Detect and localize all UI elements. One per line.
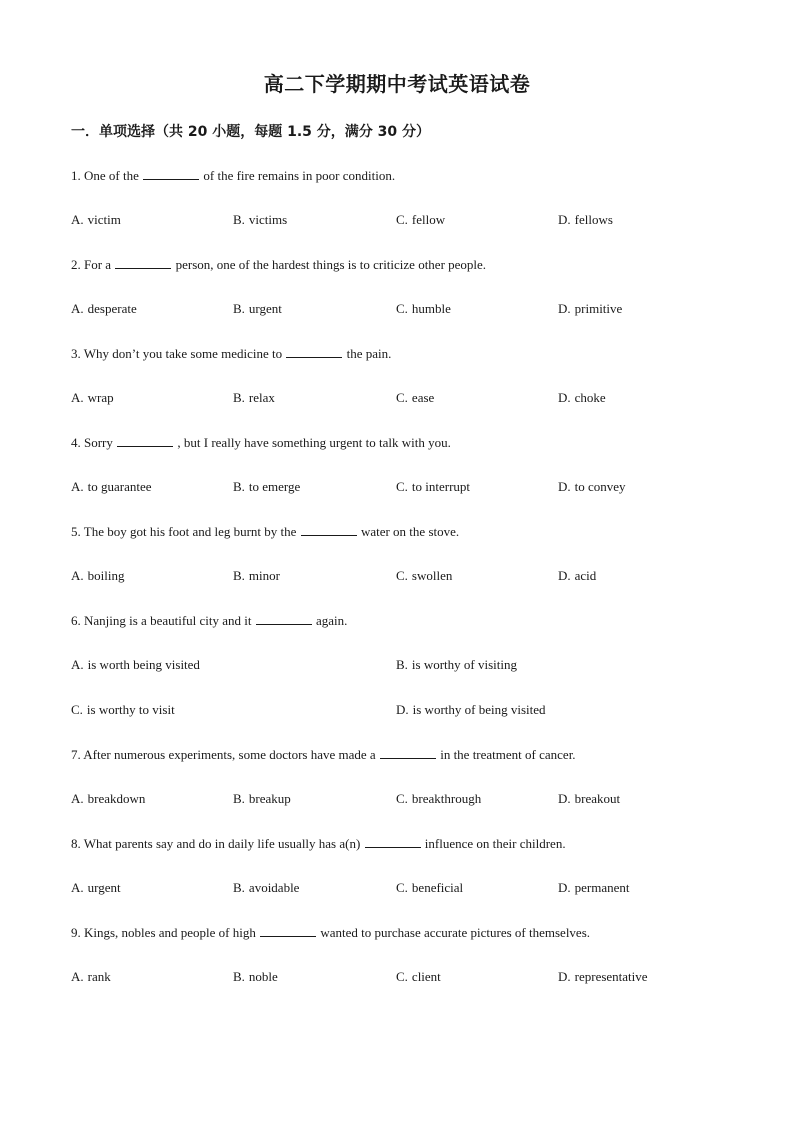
option-label: C. [396, 880, 408, 895]
question-text-before: For a [84, 257, 112, 272]
answer-option[interactable] [71, 390, 114, 406]
option-label: D. [558, 568, 571, 583]
option-text: to emerge [248, 479, 301, 494]
question-text-before: One of the [84, 168, 139, 183]
option-label: C. [396, 791, 408, 806]
answer-option[interactable] [396, 390, 434, 406]
answer-option[interactable] [233, 301, 282, 317]
option-label: B. [233, 880, 245, 895]
option-text: wrap [87, 390, 114, 405]
answer-option[interactable] [233, 969, 278, 985]
answer-option[interactable] [558, 568, 596, 584]
answer-blank[interactable] [256, 613, 312, 625]
option-label: D. [558, 301, 571, 316]
answer-option[interactable] [558, 791, 620, 807]
section-heading: 一．单项选择（共 20 小题，每题 1.5 分，满分 30 分） [71, 124, 431, 140]
question-text-before: Kings, nobles and people of high [84, 925, 256, 940]
answer-option[interactable] [558, 479, 626, 495]
answer-option[interactable] [233, 212, 287, 228]
option-label: A. [71, 969, 84, 984]
question-text-before: After numerous experiments, some doctors have made a [83, 747, 376, 762]
option-text: beneficial [411, 880, 464, 895]
option-label: C. [396, 301, 408, 316]
question-text-after: the pain. [346, 346, 392, 361]
question-stem [71, 836, 566, 852]
answer-blank[interactable] [143, 168, 199, 180]
option-text: noble [248, 969, 278, 984]
option-text: is worthy to visit [86, 702, 175, 717]
answer-option[interactable] [558, 301, 622, 317]
answer-option[interactable] [558, 880, 630, 896]
question-stem [71, 435, 451, 451]
question-text-after: again. [316, 613, 348, 628]
answer-option[interactable] [396, 568, 452, 584]
answer-option[interactable] [396, 479, 470, 495]
option-text: choke [574, 390, 606, 405]
question-stem [71, 747, 576, 763]
option-text: acid [574, 568, 597, 583]
option-text: is worthy of visiting [411, 657, 518, 672]
option-label: C. [396, 212, 408, 227]
option-label: A. [71, 390, 84, 405]
answer-option[interactable] [233, 568, 280, 584]
option-label: B. [233, 212, 245, 227]
question-number: 2. [71, 257, 81, 272]
answer-option[interactable] [71, 479, 152, 495]
option-label: C. [396, 969, 408, 984]
option-label: B. [233, 301, 245, 316]
question-stem [71, 257, 486, 273]
option-text: permanent [574, 880, 630, 895]
answer-blank[interactable] [365, 836, 421, 848]
answer-blank[interactable] [115, 257, 171, 269]
question-number: 8. [71, 836, 81, 851]
question-text-after: wanted to purchase accurate pictures of themselves. [320, 925, 591, 940]
answer-option[interactable] [71, 301, 137, 317]
option-text: to convey [574, 479, 626, 494]
answer-option[interactable] [396, 880, 463, 896]
option-label: B. [233, 791, 245, 806]
option-text: ease [411, 390, 435, 405]
option-text: to guarantee [87, 479, 152, 494]
option-text: representative [574, 969, 648, 984]
option-label: A. [71, 657, 84, 672]
option-label: A. [71, 791, 84, 806]
answer-blank[interactable] [380, 747, 436, 759]
option-text: humble [411, 301, 451, 316]
option-text: urgent [248, 301, 282, 316]
option-label: B. [233, 568, 245, 583]
option-label: B. [396, 657, 408, 672]
question-text-after: , but I really have something urgent to talk with you. [177, 435, 451, 450]
answer-option[interactable] [71, 568, 124, 584]
option-label: C. [71, 702, 83, 717]
option-label: B. [233, 969, 245, 984]
question-text-after: of the fire remains in poor condition. [203, 168, 396, 183]
option-label: D. [558, 212, 571, 227]
answer-option[interactable] [558, 212, 613, 228]
answer-option[interactable] [71, 880, 121, 896]
question-stem [71, 524, 459, 540]
option-text: breakout [574, 791, 621, 806]
option-text: victims [248, 212, 288, 227]
question-number: 1. [71, 168, 81, 183]
answer-option[interactable] [233, 390, 275, 406]
option-text: client [411, 969, 441, 984]
question-text-after: in the treatment of cancer. [440, 747, 576, 762]
option-label: D. [558, 791, 571, 806]
answer-option[interactable] [233, 791, 291, 807]
option-label: D. [558, 969, 571, 984]
option-text: to interrupt [411, 479, 471, 494]
option-text: is worthy of being visited [412, 702, 546, 717]
answer-option[interactable] [71, 657, 200, 673]
answer-option[interactable] [396, 657, 517, 673]
option-label: B. [233, 390, 245, 405]
answer-option[interactable] [396, 791, 481, 807]
question-number: 4. [71, 435, 81, 450]
option-label: A. [71, 880, 84, 895]
question-text-after: influence on their children. [424, 836, 566, 851]
question-text-before: The boy got his foot and leg burnt by the [83, 524, 297, 539]
answer-option[interactable] [558, 390, 606, 406]
option-text: fellows [574, 212, 613, 227]
answer-option[interactable] [71, 969, 111, 985]
option-label: A. [71, 479, 84, 494]
option-text: primitive [574, 301, 623, 316]
answer-option[interactable] [71, 212, 121, 228]
option-text: breakup [248, 791, 291, 806]
option-text: swollen [411, 568, 453, 583]
answer-option[interactable] [71, 702, 175, 718]
question-text-before: What parents say and do in daily life usually has a(n) [83, 836, 361, 851]
option-label: C. [396, 390, 408, 405]
option-text: breakdown [87, 791, 146, 806]
answer-option[interactable] [558, 969, 648, 985]
question-number: 5. [71, 524, 81, 539]
option-text: desperate [87, 301, 137, 316]
answer-blank[interactable] [117, 435, 173, 447]
question-stem [71, 613, 347, 629]
option-text: relax [248, 390, 275, 405]
question-text-before: Sorry [84, 435, 113, 450]
answer-option[interactable] [396, 212, 445, 228]
page-title: 高二下学期期中考试英语试卷 [263, 72, 531, 96]
option-text: breakthrough [411, 791, 482, 806]
question-number: 6. [71, 613, 81, 628]
question-text-before: Nanjing is a beautiful city and it [84, 613, 252, 628]
option-text: minor [248, 568, 280, 583]
answer-option[interactable] [233, 880, 299, 896]
answer-blank[interactable] [260, 925, 316, 937]
option-label: A. [71, 568, 84, 583]
option-label: D. [558, 880, 571, 895]
option-text: urgent [87, 880, 121, 895]
option-label: A. [71, 212, 84, 227]
question-number: 3. [71, 346, 81, 361]
option-label: C. [396, 479, 408, 494]
option-label: D. [558, 479, 571, 494]
answer-blank[interactable] [286, 346, 342, 358]
question-stem [71, 168, 395, 184]
answer-option[interactable] [71, 791, 145, 807]
option-label: C. [396, 568, 408, 583]
option-label: B. [233, 479, 245, 494]
question-text-after: water on the stove. [360, 524, 460, 539]
option-text: rank [87, 969, 111, 984]
question-text-before: Why don’t you take some medicine to [83, 346, 283, 361]
option-text: is worth being visited [87, 657, 200, 672]
option-text: avoidable [248, 880, 300, 895]
answer-option[interactable] [233, 479, 300, 495]
option-label: D. [558, 390, 571, 405]
option-text: fellow [411, 212, 446, 227]
question-stem [71, 925, 590, 941]
question-stem [71, 346, 391, 362]
answer-option[interactable] [396, 969, 441, 985]
answer-blank[interactable] [301, 524, 357, 536]
question-text-after: person, one of the hardest things is to criticize other people. [175, 257, 487, 272]
option-label: D. [396, 702, 409, 717]
option-text: victim [87, 212, 121, 227]
question-number: 7. [71, 747, 81, 762]
option-label: A. [71, 301, 84, 316]
answer-option[interactable] [396, 702, 546, 718]
option-text: boiling [87, 568, 125, 583]
question-number: 9. [71, 925, 81, 940]
answer-option[interactable] [396, 301, 451, 317]
